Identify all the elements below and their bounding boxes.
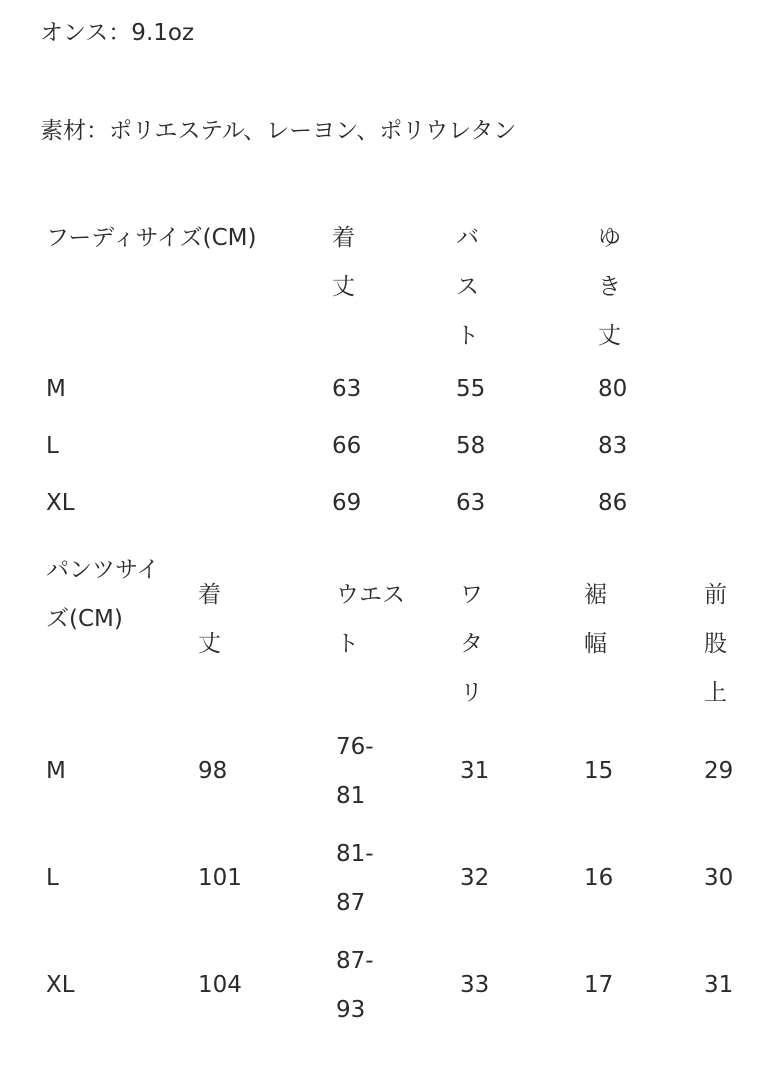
hoodie-size: L (46, 433, 59, 459)
table-row (46, 361, 736, 418)
table-row (46, 718, 766, 825)
pants-header-thigh: ワタリ (460, 582, 483, 706)
pants-length: 104 (198, 972, 242, 998)
pants-header-waist: ウエスト (336, 582, 405, 657)
hoodie-sleeve: 86 (598, 490, 628, 516)
table-row (46, 932, 766, 1039)
pants-hem: 17 (584, 972, 614, 998)
ounce-spec: オンス：9.1oz (40, 20, 195, 46)
hoodie-length: 66 (332, 433, 362, 459)
hoodie-header-sleeve: ゆき丈 (598, 225, 621, 349)
pants-rise: 29 (704, 758, 734, 784)
hoodie-header-bust: バスト (456, 225, 479, 349)
pants-header-hem: 裾幅 (584, 582, 607, 657)
hoodie-size: M (46, 376, 66, 402)
pants-size-table (46, 546, 766, 1039)
pants-length: 101 (198, 865, 242, 891)
pants-thigh: 32 (460, 865, 490, 891)
hoodie-bust: 58 (456, 433, 486, 459)
pants-rise: 31 (704, 972, 734, 998)
hoodie-length: 69 (332, 490, 362, 516)
hoodie-length: 63 (332, 376, 362, 402)
pants-size: M (46, 758, 66, 784)
hoodie-bust: 55 (456, 376, 486, 402)
pants-header-row (46, 546, 766, 718)
pants-hem: 15 (584, 758, 614, 784)
hoodie-size-table (46, 214, 736, 532)
pants-thigh: 31 (460, 758, 490, 784)
pants-hem: 16 (584, 865, 614, 891)
hoodie-sleeve: 80 (598, 376, 628, 402)
pants-waist: 87-93 (336, 947, 374, 1023)
hoodie-header-row (46, 214, 736, 361)
pants-header-rise: 前股上 (704, 582, 727, 706)
pants-length: 98 (198, 758, 228, 784)
pants-header-size: パンツサイズ(CM) (46, 557, 160, 632)
pants-thigh: 33 (460, 972, 490, 998)
hoodie-header-length: 着丈 (332, 225, 355, 300)
pants-waist: 76-81 (336, 733, 374, 809)
hoodie-bust: 63 (456, 490, 486, 516)
material-spec: 素材：ポリエステル、レーヨン、ポリウレタン (40, 118, 517, 144)
table-row (46, 825, 766, 932)
pants-header-length: 着丈 (198, 582, 221, 657)
hoodie-header-size: フーディサイズ(CM) (46, 225, 257, 251)
hoodie-sleeve: 83 (598, 433, 628, 459)
pants-rise: 30 (704, 865, 734, 891)
hoodie-size: XL (46, 490, 75, 516)
pants-waist: 81-87 (336, 840, 374, 916)
table-row (46, 475, 736, 532)
pants-size: XL (46, 972, 75, 998)
table-row (46, 418, 736, 475)
pants-size: L (46, 865, 59, 891)
